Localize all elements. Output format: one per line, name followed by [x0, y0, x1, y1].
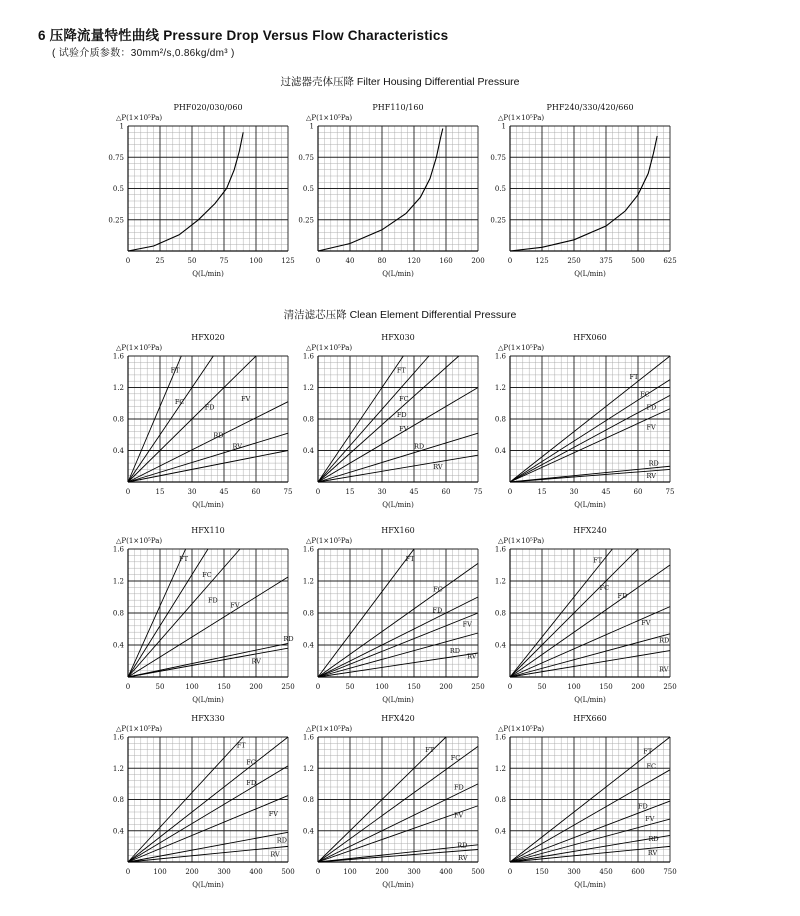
- y-tick-label: 0.75: [108, 153, 124, 162]
- chart-hfx110: [94, 519, 300, 717]
- y-tick-label: 1.6: [302, 545, 314, 554]
- chart-title: PHF020/030/060: [173, 103, 243, 112]
- series-label-fv: FV: [645, 814, 655, 823]
- section-title-housing: 过滤器壳体压降 Filter Housing Differential Pressure: [280, 76, 520, 88]
- x-tick-label: 100: [567, 683, 581, 691]
- series-label-fc: FC: [599, 583, 610, 592]
- chart-hfx060: [473, 326, 682, 522]
- x-tick-label: 0: [315, 868, 321, 876]
- x-tick-label: 50: [155, 683, 165, 691]
- y-tick-label: 0.5: [494, 185, 506, 193]
- x-axis-label: Q(L/min): [192, 270, 224, 278]
- y-tick-label: 0.4: [112, 827, 124, 836]
- series-label-rv: RV: [433, 462, 443, 471]
- x-tick-label: 60: [441, 488, 451, 496]
- series-label-rv: RV: [251, 657, 261, 666]
- y-tick-label: 0.5: [112, 185, 124, 193]
- series-label-ft: FT: [629, 372, 639, 381]
- y-axis-label: △P(1×10⁵Pa): [306, 344, 353, 352]
- series-label-rd: RD: [283, 635, 294, 644]
- y-tick-label: 1.2: [494, 384, 506, 392]
- series-line-fv: [128, 402, 288, 482]
- series-label-fd: FD: [246, 778, 257, 787]
- y-tick-label: 0.4: [302, 641, 314, 650]
- y-tick-label: 1.2: [302, 764, 314, 773]
- x-tick-label: 200: [471, 257, 485, 265]
- chart-title: PHF110/160: [372, 103, 424, 112]
- chart-title: HFX030: [381, 333, 415, 342]
- series-label-fd: FD: [396, 410, 407, 419]
- series-label-fv: FV: [462, 620, 472, 629]
- x-tick-label: 150: [217, 683, 231, 691]
- series-line-rv: [318, 455, 478, 482]
- series-line-fc: [318, 746, 478, 862]
- x-tick-label: 40: [345, 257, 355, 265]
- x-tick-label: 75: [665, 488, 675, 496]
- x-tick-label: 45: [409, 488, 419, 496]
- y-tick-label: 0.4: [494, 641, 506, 650]
- y-tick-label: 1.2: [302, 384, 314, 392]
- x-tick-label: 0: [507, 257, 513, 265]
- x-tick-label: 150: [407, 683, 421, 691]
- x-tick-label: 100: [249, 257, 263, 265]
- chart-title: HFX110: [191, 526, 225, 535]
- y-tick-label: 1: [119, 122, 124, 131]
- chart-phf110: [284, 96, 490, 291]
- x-axis-label: Q(L/min): [574, 696, 606, 704]
- series-label-fd: FD: [204, 403, 215, 412]
- x-tick-label: 75: [283, 488, 293, 496]
- series-label-rv: RV: [270, 850, 280, 859]
- series-label-fv: FV: [641, 619, 651, 628]
- y-tick-label: 1.6: [494, 733, 506, 742]
- x-axis-label: Q(L/min): [574, 501, 606, 509]
- y-tick-label: 0.8: [494, 796, 506, 804]
- x-tick-label: 200: [249, 683, 263, 691]
- y-axis-label: △P(1×10⁵Pa): [498, 537, 545, 545]
- x-tick-label: 100: [343, 868, 357, 876]
- y-tick-label: 1.6: [302, 352, 314, 361]
- x-tick-label: 15: [345, 488, 355, 496]
- x-tick-label: 750: [663, 868, 677, 876]
- series-label-fd: FD: [638, 802, 648, 811]
- x-tick-label: 0: [507, 868, 513, 876]
- y-tick-label: 1: [501, 122, 506, 131]
- x-tick-label: 375: [599, 257, 613, 265]
- x-tick-label: 100: [375, 683, 389, 691]
- y-tick-label: 1.2: [112, 384, 124, 392]
- x-tick-label: 200: [185, 868, 199, 876]
- series-label-rd: RD: [276, 836, 287, 845]
- y-tick-label: 0.4: [494, 827, 506, 836]
- series-label-ft: FT: [170, 366, 180, 375]
- x-tick-label: 400: [439, 868, 453, 876]
- series-line-rd: [128, 433, 288, 482]
- x-tick-label: 80: [377, 257, 387, 265]
- series-label-fd: FD: [646, 403, 657, 412]
- series-line-fv: [510, 607, 670, 677]
- series-label-fc: FC: [202, 571, 212, 580]
- chart-title: HFX660: [573, 714, 607, 723]
- series-label-rv: RV: [659, 665, 669, 674]
- x-axis-label: Q(L/min): [382, 881, 414, 889]
- x-tick-label: 60: [251, 488, 261, 496]
- x-tick-label: 0: [125, 683, 131, 691]
- x-tick-label: 200: [631, 683, 645, 691]
- y-tick-label: 0.4: [112, 447, 124, 455]
- y-tick-label: 0.4: [494, 447, 506, 455]
- x-axis-label: Q(L/min): [192, 881, 224, 889]
- y-tick-label: 1: [309, 122, 314, 131]
- series-label-ft: FT: [236, 741, 246, 750]
- y-tick-label: 0.4: [302, 447, 314, 455]
- series-line-rv: [128, 846, 288, 862]
- chart-title: HFX020: [191, 333, 225, 342]
- chart-hfx420: [284, 707, 490, 902]
- y-tick-label: 0.8: [112, 415, 124, 424]
- chart-hfx020: [94, 326, 300, 522]
- y-axis-label: △P(1×10⁵Pa): [116, 725, 163, 733]
- x-tick-label: 0: [507, 683, 513, 691]
- page-title: 6 压降流量特性曲线 Pressure Drop Versus Flow Characteristics: [38, 28, 449, 43]
- series-line-fv: [128, 577, 288, 677]
- series-label-fc: FC: [646, 762, 657, 771]
- series-label-fd: FD: [454, 783, 464, 792]
- x-axis-label: Q(L/min): [574, 881, 606, 889]
- series-label-rd: RD: [659, 636, 670, 645]
- x-tick-label: 45: [219, 488, 229, 496]
- series-label-rd: RD: [213, 431, 224, 440]
- series-label-fv: FV: [399, 424, 409, 433]
- x-tick-label: 250: [663, 683, 677, 691]
- test-conditions: ( 试验介质参数：30mm²/s,0.86kg/dm³ ): [52, 48, 235, 59]
- series-label-rd: RD: [457, 841, 468, 850]
- y-axis-label: △P(1×10⁵Pa): [306, 725, 353, 733]
- y-tick-label: 1.2: [112, 577, 124, 586]
- chart-title: HFX060: [573, 333, 607, 342]
- x-tick-label: 625: [663, 257, 677, 265]
- x-tick-label: 400: [249, 868, 263, 876]
- x-tick-label: 200: [375, 868, 389, 876]
- y-tick-label: 1.2: [494, 764, 506, 773]
- series-curve: [510, 136, 657, 251]
- y-tick-label: 1.6: [112, 733, 124, 742]
- series-label-fc: FC: [174, 398, 185, 407]
- series-label-fv: FV: [230, 601, 240, 610]
- x-tick-label: 0: [315, 488, 321, 496]
- series-label-fd: FD: [617, 591, 628, 600]
- series-label-rd: RD: [414, 442, 425, 451]
- x-tick-label: 250: [567, 257, 581, 265]
- section-title-element: 清洁滤芯压降 Clean Element Differential Pressure: [283, 309, 517, 321]
- chart-phf020: [94, 96, 300, 291]
- chart-title: HFX160: [381, 526, 415, 535]
- series-label-ft: FT: [425, 746, 435, 754]
- x-tick-label: 600: [631, 868, 645, 876]
- x-axis-label: Q(L/min): [192, 501, 224, 509]
- x-tick-label: 30: [187, 488, 197, 496]
- x-axis-label: Q(L/min): [382, 501, 414, 509]
- series-label-ft: FT: [643, 747, 653, 756]
- y-axis-label: △P(1×10⁵Pa): [498, 114, 545, 122]
- y-axis-label: △P(1×10⁵Pa): [306, 537, 353, 545]
- x-tick-label: 50: [537, 683, 547, 691]
- x-tick-label: 75: [219, 257, 229, 265]
- chart-title: HFX420: [381, 714, 415, 723]
- x-tick-label: 125: [281, 257, 295, 265]
- y-tick-label: 0.8: [302, 415, 314, 424]
- series-label-fc: FC: [399, 395, 409, 404]
- x-tick-label: 300: [217, 868, 231, 876]
- series-label-ft: FT: [396, 366, 406, 375]
- series-curve: [318, 129, 443, 252]
- x-tick-label: 50: [345, 683, 355, 691]
- y-tick-label: 1.2: [112, 764, 124, 773]
- y-tick-label: 1.6: [112, 545, 124, 554]
- y-tick-label: 0.8: [112, 609, 124, 618]
- y-tick-label: 0.75: [298, 153, 314, 162]
- series-label-fv: FV: [241, 395, 251, 404]
- chart-hfx330: [94, 707, 300, 902]
- series-label-rd: RD: [648, 835, 659, 844]
- x-tick-label: 0: [125, 868, 131, 876]
- chart-title: PHF240/330/420/660: [546, 103, 634, 112]
- series-line-fd: [318, 784, 478, 862]
- chart-hfx160: [284, 519, 490, 717]
- series-label-fc: FC: [640, 390, 650, 399]
- x-tick-label: 25: [155, 257, 165, 265]
- series-label-ft: FT: [593, 556, 603, 565]
- chart-hfx240: [476, 519, 682, 717]
- x-tick-label: 125: [535, 257, 549, 265]
- series-label-fc: FC: [433, 585, 443, 594]
- y-tick-label: 0.8: [112, 796, 124, 804]
- x-tick-label: 0: [125, 488, 131, 496]
- series-line-rv: [510, 651, 670, 677]
- series-label-fd: FD: [208, 596, 218, 605]
- x-axis-label: Q(L/min): [382, 696, 414, 704]
- x-tick-label: 500: [471, 868, 485, 876]
- x-tick-label: 160: [439, 257, 453, 265]
- y-axis-label: △P(1×10⁵Pa): [498, 344, 545, 352]
- x-tick-label: 500: [281, 868, 295, 876]
- chart-hfx030: [284, 326, 490, 522]
- x-tick-label: 30: [569, 488, 579, 496]
- y-tick-label: 0.75: [490, 153, 506, 162]
- x-tick-label: 450: [599, 868, 613, 876]
- x-tick-label: 0: [315, 683, 321, 691]
- series-label-rv: RV: [647, 849, 658, 858]
- x-tick-label: 75: [473, 488, 483, 496]
- y-tick-label: 0.25: [108, 216, 124, 225]
- y-axis-label: △P(1×10⁵Pa): [116, 537, 163, 545]
- series-line-rd: [318, 433, 478, 482]
- y-tick-label: 0.8: [302, 796, 314, 804]
- y-tick-label: 0.25: [298, 216, 314, 225]
- chart-hfx660: [476, 707, 682, 902]
- x-axis-label: Q(L/min): [192, 696, 224, 704]
- series-label-rd: RD: [449, 647, 460, 656]
- x-tick-label: 50: [187, 257, 197, 265]
- series-label-rv: RV: [458, 853, 468, 862]
- x-tick-label: 0: [315, 257, 321, 265]
- series-line-rv: [128, 451, 288, 483]
- y-tick-label: 1.6: [302, 733, 314, 742]
- x-tick-label: 250: [471, 683, 485, 691]
- series-line-rv: [128, 648, 288, 677]
- y-tick-label: 0.8: [494, 415, 506, 424]
- series-label-rv: RV: [232, 442, 242, 451]
- series-label-rv: RV: [467, 652, 477, 661]
- series-label-fc: FC: [450, 753, 461, 762]
- x-tick-label: 30: [377, 488, 387, 496]
- series-label-fv: FV: [454, 811, 464, 820]
- y-tick-label: 1.6: [494, 545, 506, 554]
- x-tick-label: 120: [407, 257, 421, 265]
- chart-title: HFX240: [573, 526, 607, 535]
- series-label-rv: RV: [646, 472, 656, 481]
- x-tick-label: 150: [535, 868, 549, 876]
- x-tick-label: 300: [407, 868, 421, 876]
- x-tick-label: 500: [631, 257, 645, 265]
- x-tick-label: 100: [153, 868, 167, 876]
- y-axis-label: △P(1×10⁵Pa): [116, 344, 163, 352]
- series-label-rd: RD: [648, 459, 659, 468]
- x-tick-label: 100: [185, 683, 199, 691]
- y-axis-label: △P(1×10⁵Pa): [498, 725, 545, 733]
- series-label-fv: FV: [268, 810, 279, 819]
- series-label-fc: FC: [246, 758, 256, 767]
- series-label-ft: FT: [405, 555, 415, 564]
- series-label-ft: FT: [179, 555, 189, 564]
- y-tick-label: 0.4: [302, 827, 314, 836]
- x-tick-label: 15: [155, 488, 165, 496]
- y-tick-label: 0.25: [490, 216, 506, 225]
- series-label-fv: FV: [646, 423, 656, 432]
- x-tick-label: 45: [601, 488, 611, 496]
- y-tick-label: 0.8: [302, 609, 314, 618]
- y-tick-label: 0.8: [494, 609, 506, 618]
- x-tick-label: 200: [439, 683, 453, 691]
- x-axis-label: Q(L/min): [382, 270, 414, 278]
- x-tick-label: 0: [507, 488, 513, 496]
- x-tick-label: 15: [537, 488, 547, 496]
- y-tick-label: 1.2: [494, 577, 506, 586]
- y-axis-label: △P(1×10⁵Pa): [306, 114, 353, 122]
- y-tick-label: 1.6: [112, 352, 124, 361]
- x-tick-label: 60: [633, 488, 643, 496]
- series-line-rd: [128, 643, 288, 677]
- chart-title: HFX330: [191, 714, 225, 723]
- y-tick-label: 1.6: [494, 352, 506, 361]
- y-tick-label: 0.4: [112, 641, 124, 650]
- x-tick-label: 150: [599, 683, 613, 691]
- x-tick-label: 300: [567, 868, 581, 876]
- y-tick-label: 0.5: [302, 185, 314, 193]
- series-label-fd: FD: [432, 606, 443, 615]
- x-tick-label: 250: [281, 683, 295, 691]
- y-tick-label: 1.2: [302, 577, 314, 586]
- x-tick-label: 0: [125, 257, 131, 265]
- y-axis-label: △P(1×10⁵Pa): [116, 114, 163, 122]
- x-axis-label: Q(L/min): [574, 270, 606, 278]
- series-line-fc: [318, 563, 478, 677]
- series-line-fv: [318, 388, 478, 483]
- chart-phf240: [476, 96, 682, 291]
